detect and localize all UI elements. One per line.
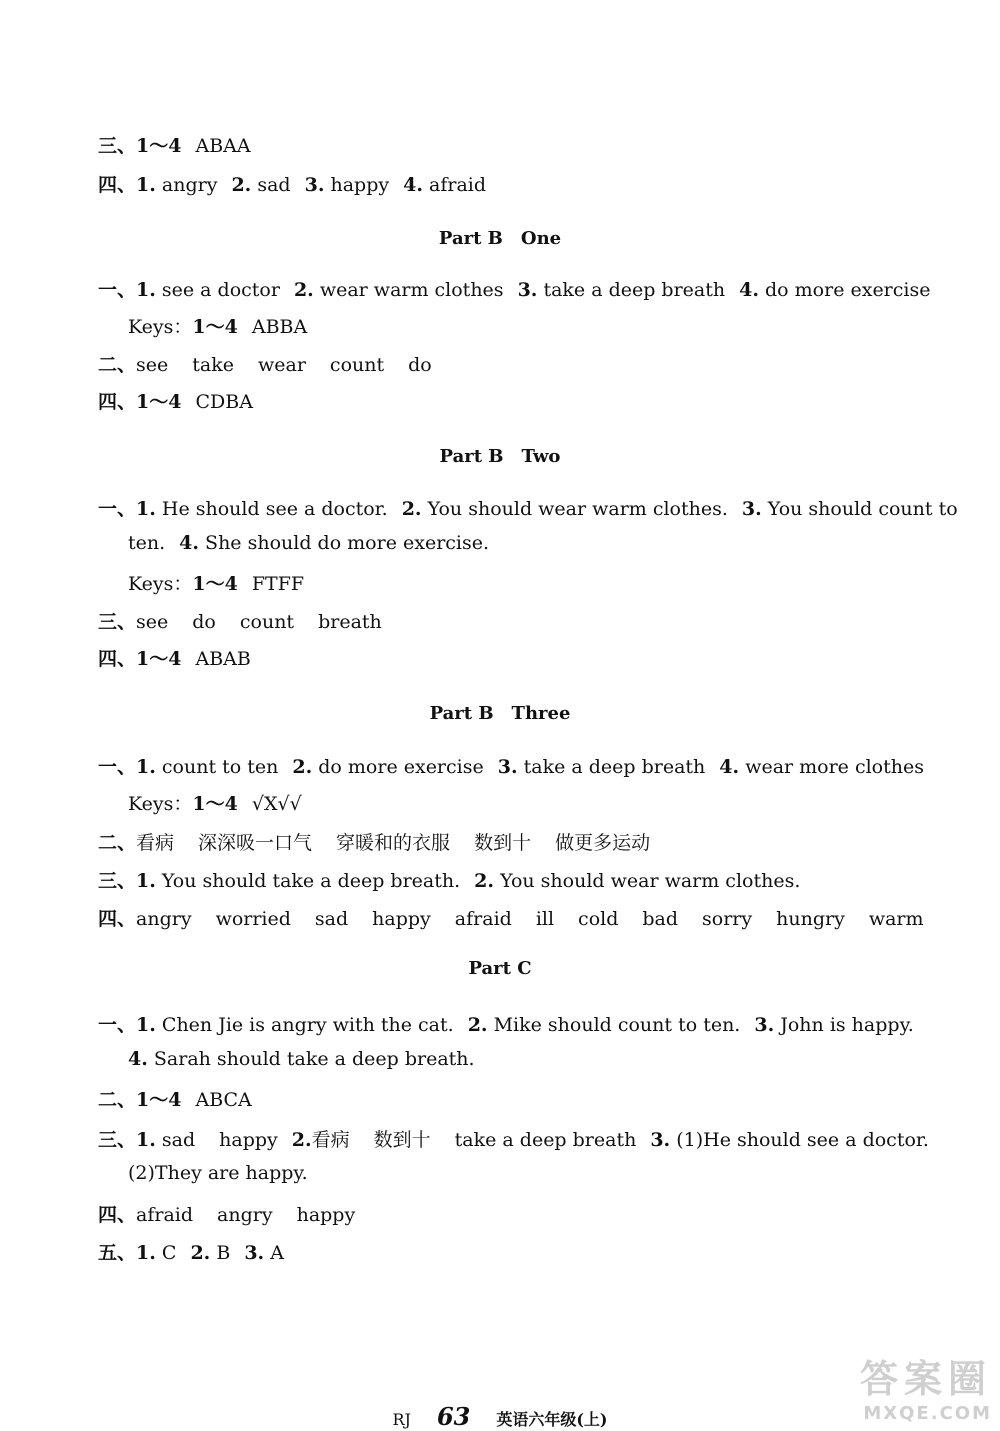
word: 数到十 bbox=[474, 832, 532, 854]
question-prefix: 三、 bbox=[98, 611, 137, 633]
word: afraid bbox=[136, 1204, 194, 1226]
word: take bbox=[192, 354, 234, 376]
answer: FTFF bbox=[251, 573, 305, 595]
answer: 数到十 bbox=[373, 1129, 431, 1151]
keys-label: Keys： bbox=[128, 573, 193, 595]
answer: Sarah should take a deep breath. bbox=[153, 1048, 475, 1070]
range: 1～4 bbox=[192, 793, 238, 815]
word: sad bbox=[314, 908, 349, 930]
answer: √X√√ bbox=[251, 793, 302, 815]
watermark-url: MXQE.COM bbox=[863, 1403, 992, 1424]
answer: ABAB bbox=[195, 648, 251, 670]
answer: happy bbox=[219, 1129, 278, 1151]
answer: afraid bbox=[429, 174, 487, 196]
answer: wear more clothes bbox=[745, 756, 924, 778]
item-number: 2. bbox=[292, 756, 313, 778]
question-prefix: 一、 bbox=[98, 756, 137, 778]
answer: do more exercise bbox=[318, 756, 484, 778]
question-prefix: 三、 bbox=[98, 1129, 137, 1151]
answer-line bbox=[98, 828, 650, 855]
question-prefix: 四、 bbox=[98, 174, 137, 196]
answer: (2)They are happy. bbox=[128, 1162, 308, 1184]
item-number: 1. bbox=[136, 1242, 156, 1264]
answer-line bbox=[98, 170, 486, 197]
answer-line bbox=[98, 275, 930, 302]
section-heading: Part C bbox=[468, 958, 532, 979]
answer: She should do more exercise. bbox=[205, 532, 490, 554]
item-number: 4. bbox=[739, 279, 759, 301]
item-number: 2. bbox=[293, 279, 314, 301]
question-prefix: 四、 bbox=[98, 1204, 137, 1226]
answer: B bbox=[216, 1242, 231, 1264]
item-number: 4. bbox=[128, 1048, 148, 1070]
section-heading: Part B Three bbox=[429, 703, 571, 724]
answer-line bbox=[98, 1125, 929, 1152]
word: see bbox=[136, 354, 169, 376]
answer-line bbox=[98, 350, 432, 377]
word: count bbox=[239, 611, 295, 633]
item-number: 1. bbox=[136, 498, 156, 520]
range: 1～4 bbox=[136, 648, 182, 670]
section-heading: Part B Two bbox=[439, 446, 561, 467]
question-prefix: 一、 bbox=[98, 1014, 137, 1036]
question-prefix: 一、 bbox=[98, 498, 137, 520]
answer: John is happy. bbox=[780, 1014, 914, 1036]
edition-label: RJ bbox=[392, 1410, 411, 1429]
item-number: 3. bbox=[517, 279, 538, 301]
word: cold bbox=[578, 908, 619, 930]
answer: take a deep breath bbox=[454, 1129, 637, 1151]
watermark-text: 答案圈 bbox=[859, 1357, 992, 1401]
word: angry bbox=[217, 1204, 273, 1226]
answer-line bbox=[98, 866, 800, 893]
answer-line bbox=[98, 1085, 252, 1112]
answer: You should wear warm clothes. bbox=[500, 870, 801, 892]
word: 深深吸一口气 bbox=[198, 832, 313, 854]
question-prefix: 二、 bbox=[98, 832, 137, 854]
word: wear bbox=[258, 354, 306, 376]
range: 1～4 bbox=[136, 391, 182, 413]
keys-label: Keys： bbox=[128, 316, 193, 338]
range: 1～4 bbox=[192, 316, 238, 338]
keys-label: Keys： bbox=[128, 793, 193, 815]
range: 1～4 bbox=[136, 1089, 182, 1111]
keys-line bbox=[128, 789, 302, 816]
item-number: 1. bbox=[136, 174, 156, 196]
question-prefix: 五、 bbox=[98, 1242, 137, 1264]
keys-line bbox=[128, 569, 304, 596]
answer: You should count to bbox=[767, 498, 958, 520]
answer: You should take a deep breath. bbox=[161, 870, 461, 892]
item-number: 2. bbox=[231, 174, 252, 196]
page-footer bbox=[0, 1402, 1000, 1431]
watermark bbox=[860, 1348, 992, 1424]
answer-line bbox=[98, 1200, 355, 1227]
answer: ABCA bbox=[195, 1089, 252, 1111]
answer-line bbox=[98, 752, 924, 779]
word: sorry bbox=[702, 908, 753, 930]
question-prefix: 三、 bbox=[98, 870, 137, 892]
word: happy bbox=[296, 1204, 356, 1226]
item-number: 1. bbox=[136, 870, 156, 892]
range: 1～4 bbox=[136, 135, 182, 157]
answer-line bbox=[98, 607, 382, 634]
item-number: 3. bbox=[754, 1014, 775, 1036]
word: count bbox=[329, 354, 385, 376]
question-prefix: 四、 bbox=[98, 648, 137, 670]
question-prefix: 二、 bbox=[98, 354, 137, 376]
answer-line bbox=[128, 532, 489, 554]
answer: happy bbox=[330, 174, 390, 196]
item-number: 1. bbox=[136, 279, 156, 301]
answer: wear warm clothes bbox=[319, 279, 504, 301]
answer: ten. bbox=[128, 532, 166, 554]
answer: He should see a doctor. bbox=[161, 498, 388, 520]
word: 看病 bbox=[136, 832, 175, 854]
word: happy bbox=[372, 908, 431, 930]
question-prefix: 一、 bbox=[98, 279, 137, 301]
answer-line bbox=[98, 904, 924, 931]
item-number: 4. bbox=[179, 532, 199, 554]
item-number: 2. bbox=[467, 1014, 488, 1036]
page-number: 63 bbox=[436, 1402, 471, 1431]
answer: CDBA bbox=[195, 391, 253, 413]
question-prefix: 三、 bbox=[98, 135, 137, 157]
answer: A bbox=[270, 1242, 284, 1264]
answer: count to ten bbox=[161, 756, 279, 778]
answer: 看病 bbox=[311, 1129, 350, 1151]
item-number: 2. bbox=[190, 1242, 211, 1264]
answer: sad bbox=[161, 1129, 196, 1151]
question-prefix: 四、 bbox=[98, 391, 137, 413]
question-prefix: 四、 bbox=[98, 908, 137, 930]
answer-line bbox=[98, 1010, 914, 1037]
item-number: 1. bbox=[136, 756, 156, 778]
word: 穿暖和的衣服 bbox=[336, 832, 451, 854]
item-number: 3. bbox=[304, 174, 325, 196]
keys-line bbox=[128, 312, 307, 339]
answer: Chen Jie is angry with the cat. bbox=[161, 1014, 454, 1036]
word: afraid bbox=[454, 908, 512, 930]
range: 1～4 bbox=[192, 573, 238, 595]
answer-line bbox=[98, 644, 251, 671]
item-number: 3. bbox=[244, 1242, 265, 1264]
word: bad bbox=[642, 908, 679, 930]
answer: take a deep breath bbox=[523, 756, 706, 778]
answer-line bbox=[98, 494, 958, 521]
answer-line bbox=[128, 1162, 308, 1184]
answer: take a deep breath bbox=[543, 279, 726, 301]
item-number: 3. bbox=[497, 756, 518, 778]
answer-line bbox=[98, 131, 251, 158]
answer-line bbox=[98, 1238, 284, 1265]
item-number: 3. bbox=[741, 498, 762, 520]
item-number: 1. bbox=[136, 1129, 156, 1151]
answer: ABAA bbox=[195, 135, 251, 157]
answer: C bbox=[161, 1242, 177, 1264]
word: 做更多运动 bbox=[555, 832, 651, 854]
book-title: 英语六年级(上) bbox=[496, 1410, 608, 1429]
item-number: 1. bbox=[136, 1014, 156, 1036]
question-prefix: 二、 bbox=[98, 1089, 137, 1111]
word: do bbox=[408, 354, 432, 376]
word: hungry bbox=[776, 908, 845, 930]
word: do bbox=[192, 611, 216, 633]
answer-line bbox=[98, 387, 253, 414]
answer: (1)He should see a doctor. bbox=[676, 1129, 929, 1151]
answer-line bbox=[128, 1048, 475, 1070]
item-number: 4. bbox=[719, 756, 740, 778]
word: breath bbox=[318, 611, 382, 633]
answer: ABBA bbox=[251, 316, 308, 338]
item-number: 4. bbox=[403, 174, 423, 196]
word: ill bbox=[535, 908, 555, 930]
answer: angry bbox=[161, 174, 218, 196]
answer: Mike should count to ten. bbox=[493, 1014, 741, 1036]
item-number: 2. bbox=[474, 870, 495, 892]
answer: You should wear warm clothes. bbox=[427, 498, 728, 520]
word: warm bbox=[868, 908, 924, 930]
word: angry bbox=[136, 908, 192, 930]
item-number: 3. bbox=[650, 1129, 671, 1151]
word: see bbox=[136, 611, 169, 633]
answer: do more exercise bbox=[765, 279, 931, 301]
answer: sad bbox=[257, 174, 291, 196]
answer: see a doctor bbox=[161, 279, 280, 301]
section-heading: Part B One bbox=[438, 228, 562, 249]
item-number: 2. bbox=[291, 1129, 312, 1151]
item-number: 2. bbox=[401, 498, 422, 520]
word: worried bbox=[215, 908, 291, 930]
